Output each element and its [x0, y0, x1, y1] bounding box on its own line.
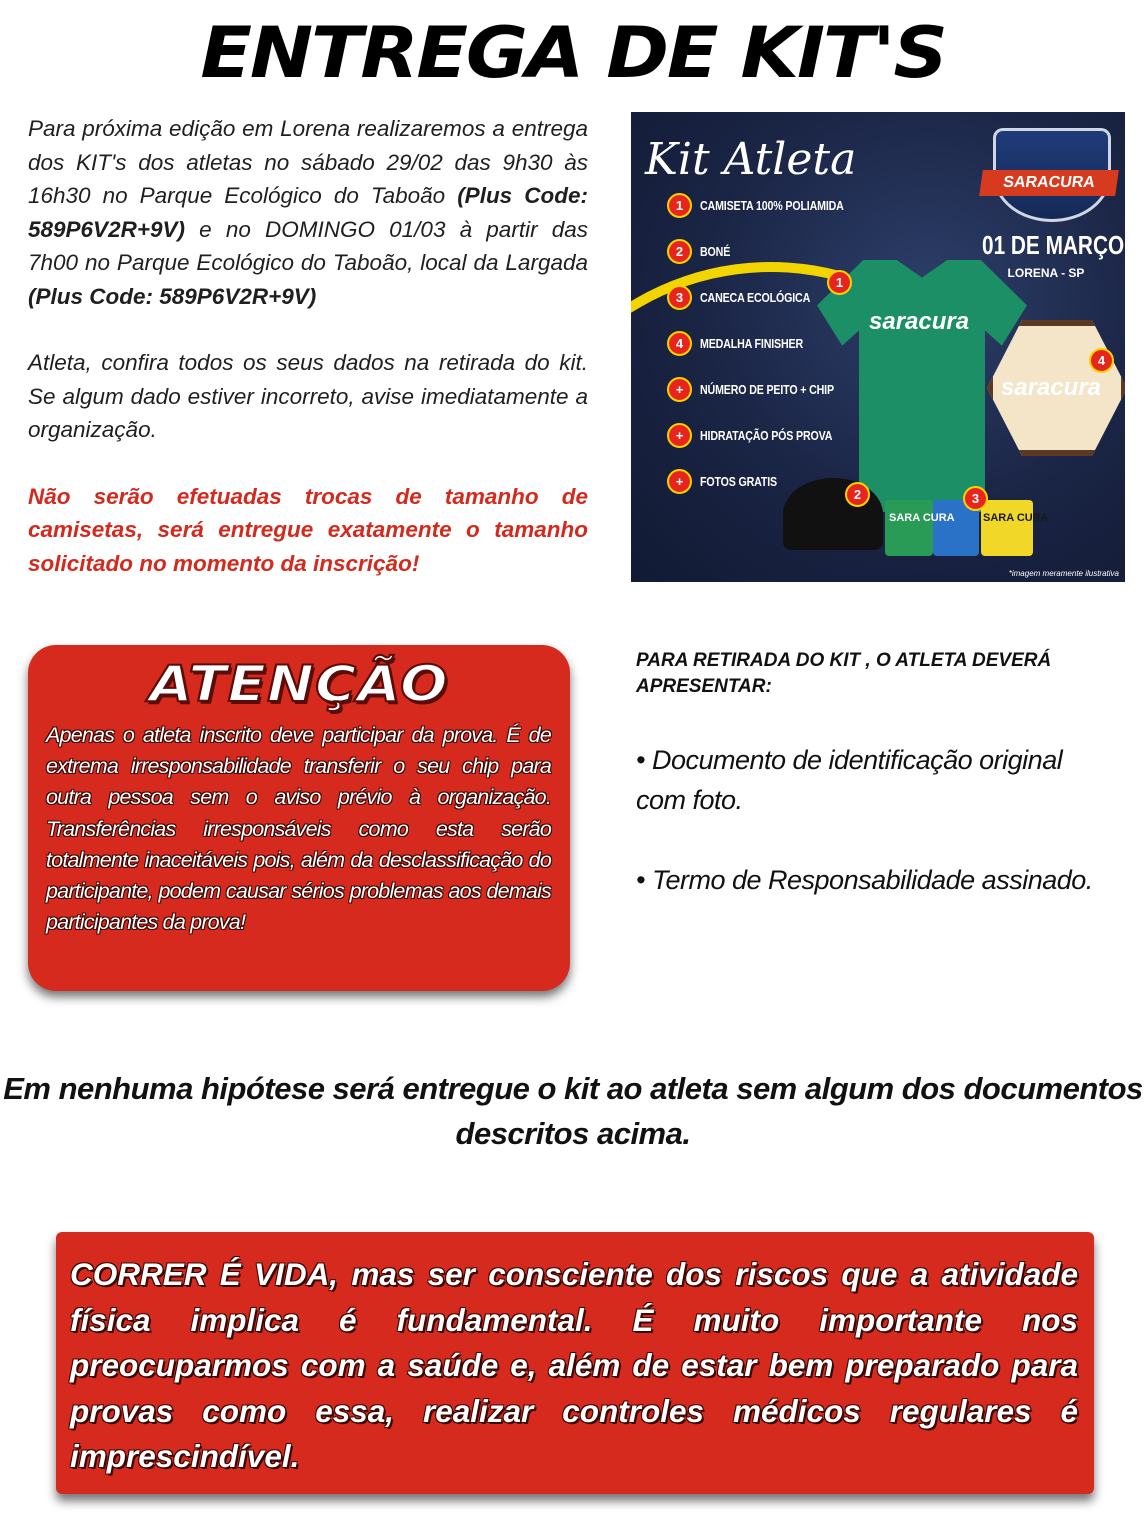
kit-item: + HIDRATAÇÃO PÓS PROVA: [667, 424, 875, 446]
plus-code-sunday: (Plus Code: 589P6V2R+9V): [28, 283, 317, 309]
mug-label: SARA CURA: [983, 512, 1049, 524]
intro-paragraph-pickup: Para próxima edição em Lorena realizaremos a entrega dos KIT's dos atletas no sábado 29/02 das 9h30 às 16h30 no Parque Ecológico do Taboão (Plus Code: 589P6V2R+9V) e no DOMINGO 01/03 à partir das 7h00 no Parque Ecológico do Taboão, local da Largada (Plus Code: 589P6V2R+9V): [28, 116, 588, 309]
mug-green-image: [885, 500, 933, 556]
saracura-ribbon: SARACURA: [979, 170, 1119, 196]
intro-paragraph-check-data: Atleta, confira todos os seus dados na retirada do kit. Se algum dado estiver incorreto, avise imediatamente a organização.: [28, 350, 588, 442]
kit-item: 3 CANECA ECOLÓGICA: [667, 286, 875, 308]
intro-paragraph-no-exchange: Não serão efetuadas trocas de tamanho de camisetas, será entregue exatamente o tamanho solicitado no momento da inscrição!: [28, 483, 588, 576]
event-date: 01 DE MARÇO: [982, 230, 1125, 260]
intro-text: [28, 112, 588, 580]
kit-item: 1 CAMISETA 100% POLIAMIDA: [667, 194, 875, 216]
requirements-heading: PARA RETIRADA DO KIT , O ATLETA DEVERÁ APRESENTAR:: [636, 650, 1052, 697]
cap-marker: 2: [845, 482, 870, 507]
kit-item: + FOTOS GRATIS: [667, 470, 875, 492]
plus-code-saturday: (Plus Code: 589P6V2R+9V): [28, 183, 588, 242]
shirt-logo: saracura: [869, 308, 970, 335]
requirement-item: • Documento de identificação original com foto.: [636, 745, 1063, 815]
requirement-item: • Termo de Responsabilidade assinado.: [636, 865, 1093, 895]
medal-marker: 4: [1089, 348, 1114, 373]
kit-atleta-image: [631, 112, 1125, 582]
illustrative-note: *imagem meramente ilustrativa: [1008, 569, 1119, 578]
mug-yellow-image: [981, 500, 1033, 556]
correr-e-vida-text: CORRER É VIDA, mas ser consciente dos riscos que a atividade física implica é fundamental. É muito importante nos preocuparmos com a saúde e, além de estar bem preparado para provas como essa, realizar controles médicos regulares é imprescindível.: [70, 1256, 1078, 1474]
kit-item: + NÚMERO DE PEITO + CHIP: [667, 378, 875, 400]
requirements-list: [636, 740, 1106, 940]
page-title: ENTREGA DE KIT'S: [200, 12, 946, 94]
shirt-marker: 1: [827, 270, 852, 295]
attention-text: Apenas o atleta inscrito deve participar da prova. É de extrema irresponsabilidade transferir o seu chip para outra pessoa sem o aviso prévio à organização. Transferências irresponsáveis como esta serão totalmente inaceitáveis pois, além da desclassificação do participante, podem causar sérios problemas aos demais participantes da prova!: [46, 723, 551, 935]
kit-items-list: [667, 194, 875, 516]
kit-title: Kit Atleta: [645, 134, 857, 185]
kit-item: 2 BONÉ: [667, 240, 875, 262]
event-city: LORENA - SP: [1007, 266, 1085, 280]
mug-marker: 3: [963, 486, 988, 511]
no-documents-warning: Em nenhuma hipótese será entregue o kit ao atleta sem algum dos documentos descritos acima.: [3, 1071, 1143, 1151]
mug-label: SARA CURA: [889, 512, 955, 524]
kit-item: 4 MEDALHA FINISHER: [667, 332, 875, 354]
medal-logo: saracura: [1000, 374, 1102, 401]
attention-title: ATENÇÃO: [149, 655, 449, 713]
